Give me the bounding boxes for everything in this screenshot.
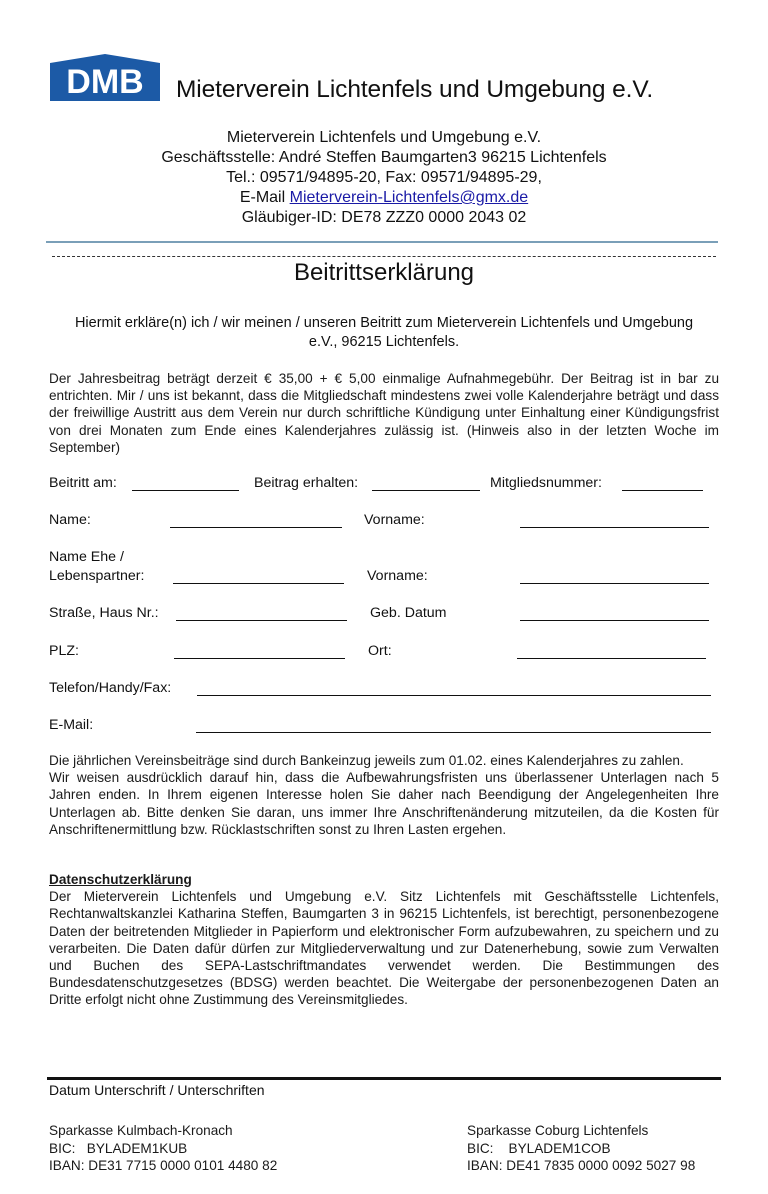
name-field[interactable] bbox=[170, 527, 342, 528]
dmb-logo-house-icon bbox=[50, 54, 160, 101]
email-link[interactable]: Mieterverein-Lichtenfels@gmx.de bbox=[289, 189, 529, 206]
bank-account-2 bbox=[467, 1122, 695, 1175]
bank-iban: IBAN: DE31 7715 0000 0101 4480 82 bbox=[49, 1158, 278, 1173]
geb-datum-field[interactable] bbox=[520, 620, 709, 621]
address-line-2: Geschäftsstelle: André Steffen Baumgarten3 96215 Lichtenfels bbox=[161, 149, 607, 166]
beitrag-erhalten-field[interactable] bbox=[372, 490, 480, 491]
privacy-block bbox=[49, 871, 719, 1009]
beitritt-am-label: Beitritt am: bbox=[49, 475, 117, 491]
bank-bic: BIC: BYLADEM1COB bbox=[467, 1140, 611, 1156]
document-title: Beitrittserklärung bbox=[293, 259, 475, 286]
mitgliedsnummer-label: Mitgliedsnummer: bbox=[490, 475, 602, 491]
header-divider bbox=[46, 241, 718, 243]
beitrag-erhalten-label: Beitrag erhalten: bbox=[254, 475, 359, 491]
vorname-field[interactable] bbox=[520, 527, 709, 528]
beitritt-am-field[interactable] bbox=[132, 490, 239, 491]
logo-text: DMB bbox=[66, 63, 144, 101]
address-line-3: Tel.: 09571/94895-20, Fax: 09571/94895-29, bbox=[226, 169, 542, 186]
plz-label: PLZ: bbox=[49, 643, 79, 659]
bank-iban: IBAN: DE41 7835 0000 0092 5027 98 bbox=[467, 1158, 696, 1173]
bank-name: Sparkasse Kulmbach-Kronach bbox=[49, 1123, 233, 1138]
strasse-label: Straße, Haus Nr.: bbox=[49, 605, 159, 621]
telefon-field[interactable] bbox=[197, 695, 711, 696]
signature-line[interactable] bbox=[47, 1077, 721, 1080]
org-name-heading: Mieterverein Lichtenfels und Umgebung e.V. bbox=[176, 76, 654, 103]
intro-statement: Hiermit erkläre(n) ich / wir meinen / unseren Beitritt zum Mieterverein Lichtenfels und Umgebung e.V., 96215 Lichtenfels. bbox=[74, 315, 694, 350]
ort-label: Ort: bbox=[368, 643, 392, 659]
privacy-text: Der Mieterverein Lichtenfels und Umgebung e.V. Sitz Lichtenfels mit Geschäftsstelle Lichtenfels, Rechtanwaltskanzlei Katharina Steffen, Baumgarten 3 in 96215 Lichtenfels, ist berechtigt, personenbezogene Daten der beitretenden Mitglieder in Papierform und elektronischer Form aufzubewahren, zu speichern und zu verarbeiten. Die Daten dafür dürfen zur Mitgliederverwaltung und zur Datenerhebung, sowie zum Verwalten und Buchen des SEPA-Lastschriftmandates verwendet werden. Die Bestimmungen des Bundesdatenschutzgesetzes (BDSG) werden beachtet. Die Weitergabe der personenbezogenen Daten an Dritte erfolgt nicht ohne Zustimmung des Vereinsmitgliedes. bbox=[49, 889, 719, 1008]
dmb-logo bbox=[50, 54, 160, 101]
email-line bbox=[0, 188, 768, 208]
retention-note: Wir weisen ausdrücklich darauf hin, dass die Aufbewahrungsfristen uns überlassener Unterlagen nach 5 Jahren enden. In Ihrem eigenen Interesse holen Sie daher nach Beendigung der Angelegenheiten Ihre Unterlagen ab. Bitte denken Sie daran, uns immer Ihre Anschriftenänderung mitzuteilen, da die Kosten für Anschriftenermittlung bzw. Rücklastschriften sonst zu Ihren Lasten ergehen. bbox=[49, 770, 719, 837]
telefon-label: Telefon/Handy/Fax: bbox=[49, 680, 172, 696]
ort-field[interactable] bbox=[517, 658, 706, 659]
signature-label: Datum Unterschrift / Unterschriften bbox=[49, 1082, 265, 1098]
bank-collection-note: Die jährlichen Vereinsbeiträge sind durch Bankeinzug jeweils zum 01.02. eines Kalenderjahres zu zahlen. bbox=[49, 753, 684, 768]
privacy-heading: Datenschutzerklärung bbox=[49, 872, 192, 887]
creditor-id: Gläubiger-ID: DE78 ZZZ0 0000 2043 02 bbox=[241, 209, 527, 226]
plz-field[interactable] bbox=[174, 658, 345, 659]
partner-vorname-label: Vorname: bbox=[367, 568, 428, 584]
email-label: E-Mail bbox=[239, 189, 290, 206]
bank-bic: BIC: BYLADEM1KUB bbox=[49, 1140, 188, 1156]
bank-name: Sparkasse Coburg Lichtenfels bbox=[467, 1123, 649, 1138]
vorname-label: Vorname: bbox=[364, 512, 425, 528]
address-line-1: Mieterverein Lichtenfels und Umgebung e.V. bbox=[226, 129, 542, 146]
partner-vorname-field[interactable] bbox=[520, 583, 709, 584]
fee-paragraph bbox=[49, 370, 719, 456]
mitgliedsnummer-field[interactable] bbox=[622, 490, 703, 491]
strasse-field[interactable] bbox=[176, 620, 347, 621]
geb-datum-label: Geb. Datum bbox=[370, 605, 447, 621]
email-field-label: E-Mail: bbox=[49, 717, 94, 733]
bank-account-1 bbox=[49, 1122, 277, 1175]
header-dashed-divider bbox=[52, 256, 716, 257]
fee-text: Der Jahresbeitrag beträgt derzeit € 35,00 + € 5,00 einmalige Aufnahmegebühr. Der Beitrag ist in bar zu entrichten. Mir / uns ist bekannt, dass die Mitgliedschaft mindestens zwei volle Kalenderjahre beträgt und dass der freiwillige Austritt aus dem Verein nur durch schriftliche Kündigung unter Einhaltung einer Kündigungsfrist von drei Monaten zum Ende eines Kalenderjahres zulässig ist. (Hinweis also in der letzten Woche im September) bbox=[49, 371, 719, 455]
notes-block bbox=[49, 752, 719, 838]
partner-name-label-line1: Name Ehe / bbox=[49, 549, 124, 565]
email-field[interactable] bbox=[196, 732, 711, 733]
partner-name-label-line2: Lebenspartner: bbox=[49, 568, 145, 584]
partner-name-field[interactable] bbox=[173, 583, 344, 584]
name-label: Name: bbox=[49, 512, 91, 528]
